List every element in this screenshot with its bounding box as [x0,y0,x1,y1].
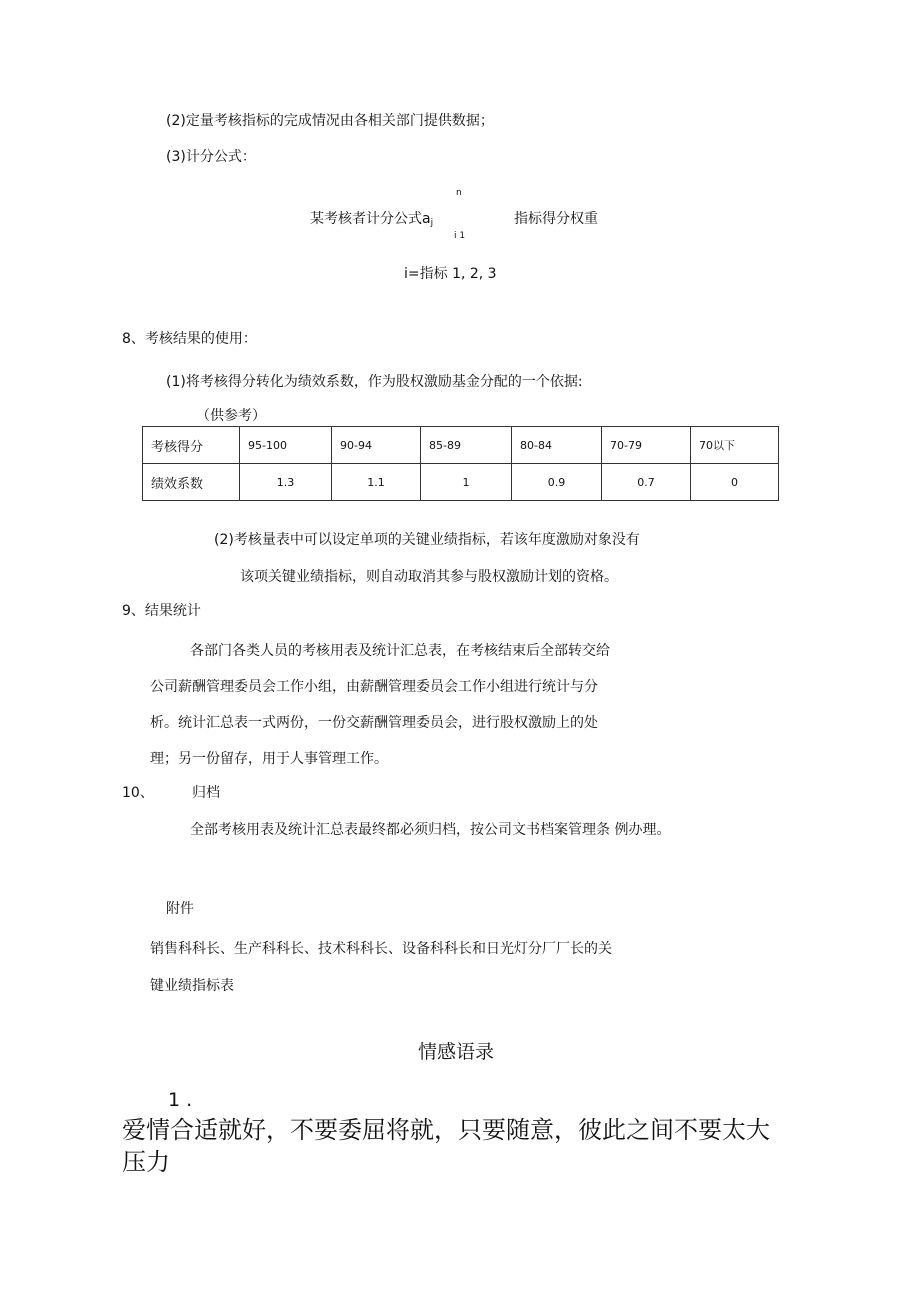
section10-body: 全部考核用表及统计汇总表最终都必须归档，按公司文书档案管理条 例办理。 [190,822,671,838]
section10-number: 10、 [122,785,154,801]
attachment-line2: 键业绩指标表 [150,978,234,994]
table-cell: 70-79 [602,427,691,464]
quote-line2: 压力 [122,1148,170,1176]
formula-right: 指标得分权重 [514,211,598,227]
table-cell: 1.3 [240,464,332,501]
section8-item1: (1)将考核得分转化为绩效系数，作为股权激励基金分配的一个依据: [166,374,583,390]
section9-line: 公司薪酬管理委员会工作小组，由薪酬管理委员会工作小组进行统计与分 [150,679,598,695]
section8-item2-line1: (2)考核量表中可以设定单项的关键业绩指标，若该年度激励对象没有 [214,532,640,548]
quote-line1: 爱情合适就好，不要委屈将就，只要随意，彼此之间不要太大 [122,1116,770,1144]
table-cell: 0.7 [602,464,691,501]
table-cell: 95-100 [240,427,332,464]
section9-line: 理；另一份留存，用于人事管理工作。 [150,751,388,767]
section8-note: （供参考） [196,408,266,424]
table-cell: 1 [421,464,512,501]
formula-main-text: 某考核者计分公式a [310,211,431,227]
quotes-number: 1 . [168,1089,193,1111]
table-cell: 0 [691,464,779,501]
section10-title: 归档 [192,785,220,801]
attachment-label: 附件 [166,901,194,917]
formula-sub-j: j [430,218,434,228]
table-cell: 绩效系数 [143,464,240,501]
section9-line: 各部门各类人员的考核用表及统计汇总表，在考核结束后全部转交给 [190,643,610,659]
formula-index-line: i=指标 1, 2, 3 [404,266,497,282]
section7-item3: (3)计分公式： [166,149,256,165]
formula-lower-index: i 1 [454,231,466,241]
table-cell: 85-89 [421,427,512,464]
formula-main [310,210,433,228]
section8-heading: 8、考核结果的使用： [122,331,257,347]
formula-sup-n: n [456,188,462,198]
attachment-line1: 销售科科长、生产科科长、技术科科长、设备科科长和日光灯分厂厂长的关 [150,941,612,957]
performance-coefficient-table [142,426,779,501]
section8-item2-line2: 该项关键业绩指标，则自动取消其参与股权激励计划的资格。 [240,569,618,585]
table-row [143,464,779,501]
table-cell: 考核得分 [143,427,240,464]
section9-heading: 9、结果统计 [122,603,201,619]
table-cell: 1.1 [332,464,421,501]
table-cell: 90-94 [332,427,421,464]
table-row [143,427,779,464]
quotes-title: 情感语录 [418,1041,495,1063]
section7-item2: (2)定量考核指标的完成情况由各相关部门提供数据； [166,113,494,129]
table-cell: 80-84 [512,427,602,464]
section9-line: 析。统计汇总表一式两份，一份交薪酬管理委员会，进行股权激励上的处 [150,715,598,731]
table-cell: 0.9 [512,464,602,501]
table-cell: 70以下 [691,427,779,464]
